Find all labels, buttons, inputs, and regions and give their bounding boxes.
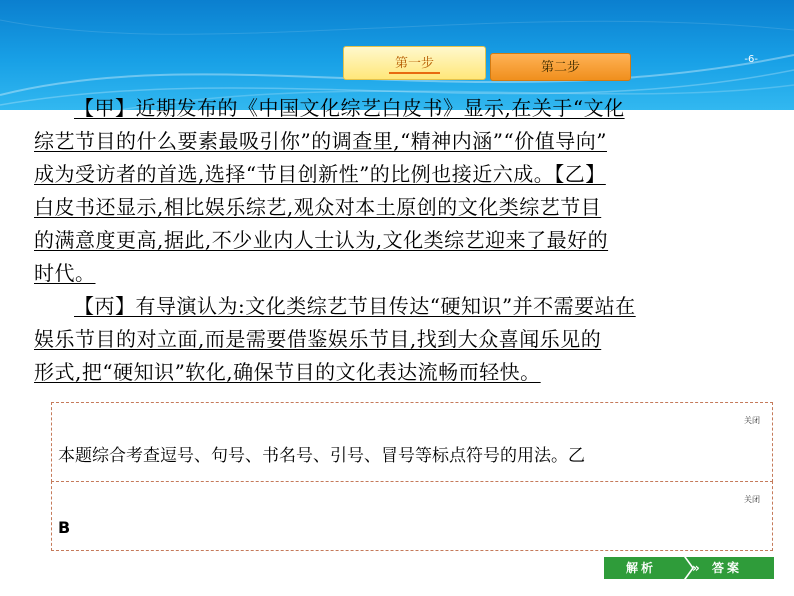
passage-line: 的满意度更高,据此,不少业内人士认为,文化类综艺迎来了最好的 <box>34 228 609 252</box>
answer-close-button[interactable]: 关闭 <box>744 495 760 504</box>
answer-button-label: 答案 <box>712 561 743 575</box>
tab-step-one[interactable] <box>343 46 486 80</box>
answer-text: B <box>58 518 71 537</box>
double-chevron-right-icon: » <box>692 561 700 575</box>
answer-button[interactable] <box>686 557 774 579</box>
answer-panel <box>51 481 773 551</box>
tab-step-two-label: 第二步 <box>540 60 580 75</box>
analysis-button-label: 解析 <box>626 561 657 575</box>
passage-line: 白皮书还显示,相比娱乐综艺,观众对本土原创的文化类综艺节目 <box>34 195 602 219</box>
tab-step-one-label: 第一步 <box>389 56 440 74</box>
passage-line: 【甲】近期发布的《中国文化综艺白皮书》显示,在关于“文化 <box>74 96 625 120</box>
passage-line: 【丙】有导演认为:文化类综艺节目传达“硬知识”并不需要站在 <box>74 294 636 318</box>
analysis-button[interactable] <box>604 557 692 579</box>
analysis-close-button[interactable]: 关闭 <box>744 416 760 425</box>
analysis-text: 本题综合考查逗号、句号、书名号、引号、冒号等标点符号的用法。乙 <box>58 446 585 466</box>
passage-paragraph-1 <box>34 92 744 290</box>
passage-line: 娱乐节目的对立面,而是需要借鉴娱乐节目,找到大众喜闻乐见的 <box>34 327 602 351</box>
tab-step-two[interactable] <box>490 53 631 81</box>
passage-line: 成为受访者的首选,选择“节目创新性”的比例也接近六成。【乙】 <box>34 162 606 186</box>
passage-paragraph-2 <box>34 290 744 389</box>
analysis-panel <box>51 402 773 482</box>
passage-line: 综艺节目的什么要素最吸引你”的调查里,“精神内涵”“价值导向” <box>34 129 607 153</box>
page-number: -6- <box>744 54 758 65</box>
passage-line: 形式,把“硬知识”软化,确保节目的文化表达流畅而轻快。 <box>34 360 541 384</box>
passage-text <box>34 92 744 389</box>
passage-line: 时代。 <box>34 261 96 285</box>
